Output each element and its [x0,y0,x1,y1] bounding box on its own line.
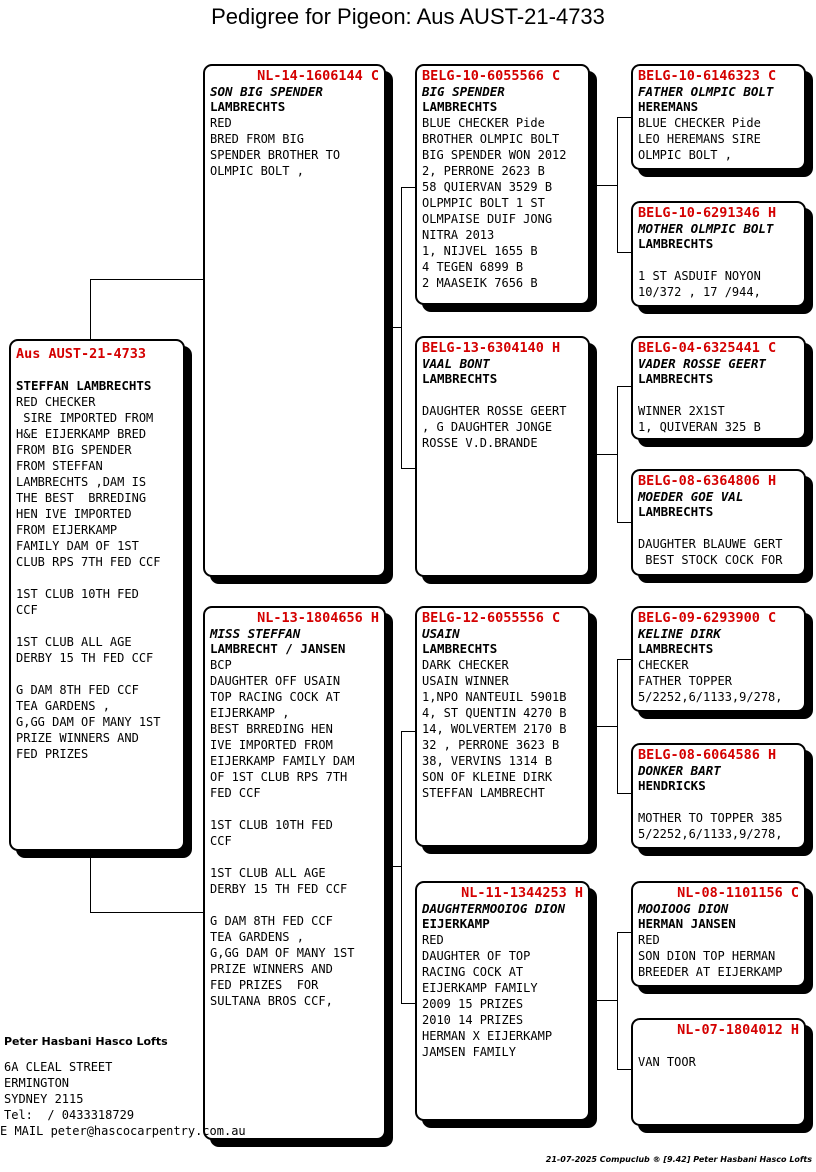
spacer [210,849,379,865]
ring-number: BELG-13-6304140 H [422,340,561,356]
great-grandparent-2-card[interactable] [631,201,806,307]
pigeon-name: VAAL BONT [422,356,490,371]
breeder-address-line: ERMINGTON [4,1076,70,1090]
note-line: 2, PERRONE 2623 B [422,164,545,178]
owner-name: LAMBRECHTS [638,236,714,251]
connector [596,726,617,727]
spacer [638,1038,799,1054]
note-line: HERMAN X EIJERKAMP [422,1029,553,1043]
note-line: BRED FROM BIG [210,132,304,146]
note-line: 5/2252,6/1133,9/278, [638,690,783,704]
note-line: 1, QUIVERAN 325 B [638,420,761,434]
spacer [638,520,799,536]
note-line: TOP RACING COCK AT [210,690,341,704]
great-grandparent-1-card[interactable] [631,64,806,170]
spacer [422,387,583,403]
note-line: G DAM 8TH FED CCF [210,914,333,928]
spacer [16,618,178,634]
note-line: PRIZE WINNERS AND [16,731,139,745]
breeder-address-line: SYDNEY 2115 [4,1092,84,1106]
note-line: USAIN WINNER [422,674,509,688]
note-line: RACING COCK AT [422,965,524,979]
spacer [210,801,379,817]
great-grandparent-4-card[interactable] [631,469,806,576]
note-line: FAMILY DAM OF 1ST [16,539,139,553]
note-line: G,GG DAM OF MANY 1ST [210,946,355,960]
owner-name: LAMBRECHTS [638,641,714,656]
note-line: THE BEST BRREDING [16,491,147,505]
dam-card[interactable] [203,606,386,1140]
great-grandparent-7-card[interactable] [631,881,806,987]
note-line: BROTHER OLMPIC BOLT [422,132,560,146]
connector [596,185,617,186]
note-line: IVE IMPORTED FROM [210,738,333,752]
page-title: Pedigree for Pigeon: Aus AUST-21-4733 [211,4,605,29]
great-grandparent-8-card[interactable] [631,1018,806,1126]
ring-number: BELG-12-6055556 C [422,610,561,626]
note-line: 4 TEGEN 6899 B [422,260,524,274]
connector [90,858,91,912]
note-line: FROM STEFFAN [16,459,103,473]
note-line: DAUGHTER BLAUWE GERT [638,537,783,551]
note-line: CCF [210,834,232,848]
pigeon-name: KELINE DIRK [638,626,721,641]
note-line: FED CCF [210,786,261,800]
note-line: TEA GARDENS , [210,930,304,944]
owner-name: HEREMANS [638,99,699,114]
owner-name: LAMBRECHTS [422,371,498,386]
owner-name: LAMBRECHTS [638,371,714,386]
pigeon-name: MOTHER OLMPIC BOLT [638,221,774,236]
pigeon-name: VADER ROSSE GEERT [638,356,766,371]
spacer [638,252,799,268]
sire-card[interactable] [203,64,386,577]
note-line: OLMPAISE DUIF JONG [422,212,553,226]
note-line: CHECKER [638,658,689,672]
note-line: 32 , PERRONE 3623 B [422,738,560,752]
note-line: SPENDER BROTHER TO [210,148,341,162]
note-line: FED PRIZES [16,747,89,761]
note-line: MOTHER TO TOPPER 385 [638,811,783,825]
note-line: 14, WOLVERTEM 2170 B [422,722,567,736]
note-line: H&E EIJERKAMP BRED [16,427,147,441]
note-line: 58 QUIERVAN 3529 B [422,180,553,194]
owner-name: LAMBRECHTS [422,99,498,114]
note-line: SON OF KLEINE DIRK [422,770,553,784]
note-line: DAUGHTER OFF USAIN [210,674,341,688]
connector [401,731,402,1003]
note-line: OLMPIC BOLT , [638,148,732,162]
ring-number: NL-13-1804656 H [257,610,379,626]
note-line: FATHER TOPPER [638,674,732,688]
note-line: BLUE CHECKER Pide [638,116,761,130]
note-line: FED PRIZES FOR [210,978,319,992]
pigeon-name: MISS STEFFAN [210,626,301,641]
note-line: , G DAUGHTER JONGE [422,420,553,434]
connector [596,454,617,455]
note-line: RED [638,933,660,947]
note-line: DERBY 15 TH FED CCF [16,651,154,665]
grandsire-paternal-card[interactable] [415,64,590,305]
note-line: ROSSE V.D.BRANDE [422,436,538,450]
note-line: FROM BIG SPENDER [16,443,132,457]
note-line: DERBY 15 TH FED CCF [210,882,348,896]
spacer [210,897,379,913]
note-line: SON DION TOP HERMAN [638,949,776,963]
spacer [638,794,799,810]
note-line: SULTANA BROS CCF, [210,994,333,1008]
note-line: 1ST CLUB 10TH FED [16,587,139,601]
connector [90,912,205,913]
note-line: 5/2252,6/1133,9/278, [638,827,783,841]
great-grandparent-5-card[interactable] [631,606,806,712]
ring-number: BELG-04-6325441 C [638,340,777,356]
note-line: EIJERKAMP FAMILY [422,981,538,995]
print-stamp: 21-07-2025 Compuclub ® [9.42] Peter Hasbani Hasco Lofts [545,1155,812,1164]
note-line: OLMPIC BOLT , [210,164,304,178]
subject-card[interactable] [9,339,185,851]
note-line: BIG SPENDER WON 2012 [422,148,567,162]
spacer [16,570,178,586]
note-line: 1ST CLUB ALL AGE [210,866,326,880]
ring-number: NL-08-1101156 C [677,885,799,901]
note-line: LEO HEREMANS SIRE [638,132,761,146]
breeder-name: Peter Hasbani Hasco Lofts [4,1035,168,1048]
note-line: VAN TOOR [638,1055,696,1069]
owner-name: STEFFAN LAMBRECHTS [16,378,152,393]
note-line: 4, ST QUENTIN 4270 B [422,706,567,720]
ring-number: BELG-10-6146323 C [638,68,777,84]
granddam-maternal-card[interactable] [415,881,590,1121]
pigeon-name: DAUGHTERMOOIOG DION [422,901,565,916]
pigeon-name: SON BIG SPENDER [210,84,323,99]
note-line: RED CHECKER [16,395,96,409]
note-line: STEFFAN LAMBRECHT [422,786,545,800]
ring-number: Aus AUST-21-4733 [16,346,147,362]
note-line: 38, VERVINS 1314 B [422,754,553,768]
ring-number: BELG-08-6064586 H [638,747,777,763]
ring-number: NL-11-1344253 H [461,885,583,901]
connector [388,327,401,328]
owner-name: LAMBRECHTS [638,504,714,519]
owner-name: LAMBRECHTS [422,641,498,656]
note-line: 1,NPO NANTEUIL 5901B [422,690,567,704]
note-line: 2 MAASEIK 7656 B [422,276,538,290]
pigeon-name: MOOIOOG DION [638,901,729,916]
note-line: DAUGHTER ROSSE GEERT [422,404,567,418]
note-line: 1ST CLUB 10TH FED [210,818,333,832]
note-line: OLPMPIC BOLT 1 ST [422,196,545,210]
connector [90,279,205,280]
note-line: BEST BRREDING HEN [210,722,333,736]
note-line: EIJERKAMP FAMILY DAM [210,754,355,768]
pigeon-name: DONKER BART [638,763,721,778]
breeder-email: E MAIL peter@hascocarpentry.com.au [0,1124,246,1138]
note-line: BEST STOCK COCK FOR [638,553,783,567]
grandsire-maternal-card[interactable] [415,606,590,847]
note-line: NITRA 2013 [422,228,495,242]
owner-name: EIJERKAMP [422,916,490,931]
ring-number: NL-07-1804012 H [677,1022,799,1038]
spacer [16,666,178,682]
breeder-phone: Tel: / 0433318729 [4,1108,135,1122]
note-line: BCP [210,658,232,672]
ring-number: BELG-09-6293900 C [638,610,777,626]
great-grandparent-6-card[interactable] [631,743,806,849]
pigeon-name: BIG SPENDER [422,84,505,99]
connector [617,932,618,1069]
connector [90,279,91,339]
pigeon-name: FATHER OLMPIC BOLT [638,84,774,99]
note-line: SIRE IMPORTED FROM [16,411,154,425]
ring-number: BELG-08-6364806 H [638,473,777,489]
breeder-address-line: 6A CLEAL STREET [4,1060,113,1074]
owner-name: HENDRICKS [638,778,706,793]
pigeon-name: USAIN [422,626,460,641]
note-line: OF 1ST CLUB RPS 7TH [210,770,348,784]
connector [596,1000,617,1001]
connector [388,866,401,867]
note-line: 1 ST ASDUIF NOYON [638,269,761,283]
pigeon-name: MOEDER GOE VAL [638,489,744,504]
spacer [16,362,178,378]
note-line: DAUGHTER OF TOP [422,949,531,963]
note-line: TEA GARDENS , [16,699,110,713]
note-line: 1ST CLUB ALL AGE [16,635,132,649]
owner-name: LAMBRECHTS [210,99,286,114]
note-line: RED [210,116,232,130]
great-grandparent-3-card[interactable] [631,336,806,440]
ring-number: BELG-10-6291346 H [638,205,777,221]
connector [617,117,618,252]
note-line: JAMSEN FAMILY [422,1045,516,1059]
note-line: RED [422,933,444,947]
owner-name: HERMAN JANSEN [638,916,736,931]
owner-name: LAMBRECHT / JANSEN [210,641,346,656]
note-line: 2010 14 PRIZES [422,1013,524,1027]
connector [617,386,618,522]
note-line: LAMBRECHTS ,DAM IS [16,475,147,489]
note-line: HEN IVE IMPORTED [16,507,132,521]
note-line: G DAM 8TH FED CCF [16,683,139,697]
note-line: CCF [16,603,38,617]
note-line: 1, NIJVEL 1655 B [422,244,538,258]
note-line: G,GG DAM OF MANY 1ST [16,715,161,729]
ring-number: BELG-10-6055566 C [422,68,561,84]
note-line: 2009 15 PRIZES [422,997,524,1011]
note-line: WINNER 2X1ST [638,404,725,418]
note-line: BREEDER AT EIJERKAMP [638,965,783,979]
granddam-paternal-card[interactable] [415,336,590,577]
ring-number: NL-14-1606144 C [257,68,379,84]
note-line: BLUE CHECKER Pide [422,116,545,130]
spacer [638,387,799,403]
note-line: FROM EIJERKAMP [16,523,118,537]
note-line: EIJERKAMP , [210,706,290,720]
note-line: DARK CHECKER [422,658,509,672]
connector [617,659,618,793]
connector [401,187,402,468]
note-line: PRIZE WINNERS AND [210,962,333,976]
note-line: 10/372 , 17 /944, [638,285,761,299]
note-line: CLUB RPS 7TH FED CCF [16,555,161,569]
